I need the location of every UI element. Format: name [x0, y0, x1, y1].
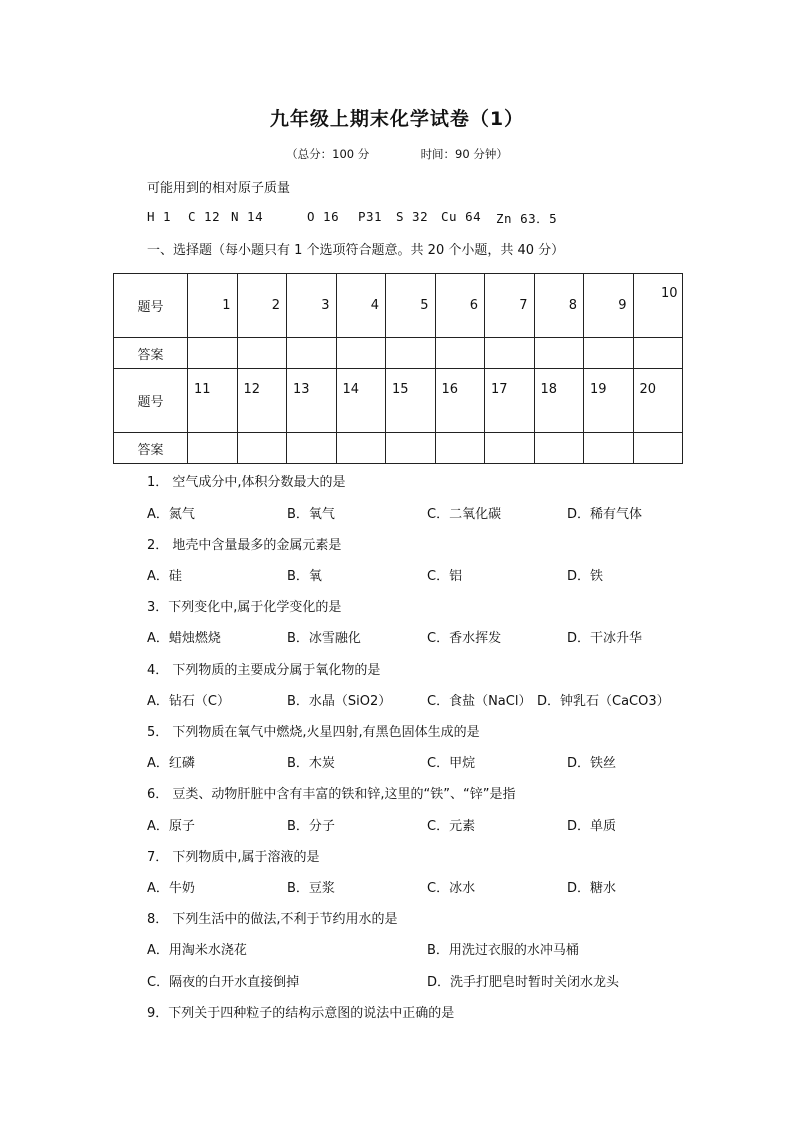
table-row — [114, 338, 683, 369]
mass-item: N 14 — [231, 209, 264, 224]
question-number-cell — [584, 274, 634, 338]
mass-item: H 1 — [147, 209, 172, 224]
option: C．食盐（NaCl） — [427, 694, 532, 709]
masses-label: 可能用到的相对原子质量 — [147, 181, 291, 196]
option: C．二氧化碳 — [427, 507, 502, 522]
option: C．铝 — [427, 569, 463, 584]
option: B．豆浆 — [287, 881, 335, 896]
question-number-cell — [287, 274, 337, 338]
answer-cell[interactable] — [386, 338, 436, 369]
mass-item: O 16 — [307, 209, 340, 224]
row-header: 答案 — [114, 433, 188, 464]
total-score: （总分：100 分 — [286, 147, 370, 161]
option: B．用洗过衣服的水冲马桶 — [427, 943, 579, 958]
question-number: 5 — [420, 298, 429, 313]
question-number: 11 — [194, 382, 211, 397]
table-row — [114, 274, 683, 338]
question-number: 14 — [342, 382, 360, 397]
question-stem: 3．下列变化中,属于化学变化的是 — [147, 600, 342, 615]
answer-cell[interactable] — [485, 338, 535, 369]
answer-cell[interactable] — [584, 433, 634, 464]
question-number-cell — [237, 369, 287, 433]
question-number-cell — [485, 369, 535, 433]
question-number-cell — [336, 369, 386, 433]
section-heading: 一、选择题（每小题只有 1 个选项符合题意。共 20 个小题，共 40 分） — [147, 243, 565, 258]
table-row — [114, 433, 683, 464]
page-title: 九年级上期末化学试卷（1） — [269, 108, 525, 130]
table-row — [114, 369, 683, 433]
answer-cell[interactable] — [287, 433, 337, 464]
time-limit: 时间：90 分钟） — [420, 147, 508, 161]
row-header: 题号 — [114, 369, 188, 433]
answer-cell[interactable] — [534, 433, 584, 464]
option: D．铁 — [567, 569, 604, 584]
question-number-cell — [188, 369, 238, 433]
question-number: 20 — [639, 382, 657, 397]
option: B．分子 — [287, 819, 335, 834]
option: A．原子 — [147, 819, 195, 834]
answer-sheet-table — [113, 273, 683, 464]
answer-cell[interactable] — [633, 433, 683, 464]
option: D．铁丝 — [567, 756, 617, 771]
answer-cell[interactable] — [584, 338, 634, 369]
question-number-cell — [435, 369, 485, 433]
mass-item: C 12 — [188, 209, 221, 224]
question-number-cell — [633, 369, 683, 433]
question-number: 8 — [568, 298, 577, 313]
question-number: 2 — [271, 298, 280, 313]
question-number-cell — [584, 369, 634, 433]
answer-cell[interactable] — [287, 338, 337, 369]
question-number-cell — [633, 274, 683, 338]
question-number: 15 — [392, 382, 409, 397]
option: D．洗手打肥皂时暂时关闭水龙头 — [427, 975, 620, 990]
option: D．钟乳石（CaCO3） — [537, 694, 670, 709]
question-stem: 2． 地壳中含量最多的金属元素是 — [147, 538, 342, 553]
answer-cell[interactable] — [188, 338, 238, 369]
question-number: 1 — [222, 298, 231, 313]
answer-cell[interactable] — [633, 338, 683, 369]
option: C．甲烷 — [427, 756, 476, 771]
row-header: 答案 — [114, 338, 188, 369]
question-number-cell — [534, 369, 584, 433]
option: D．干冰升华 — [567, 631, 643, 646]
answer-cell[interactable] — [336, 338, 386, 369]
question-number-cell — [485, 274, 535, 338]
question-number: 3 — [321, 298, 330, 313]
question-stem: 6． 豆类、动物肝脏中含有丰富的铁和锌,这里的“铁”、“锌”是指 — [147, 787, 516, 802]
question-number: 4 — [370, 298, 379, 313]
mass-item: P31 — [358, 209, 383, 224]
option: A．钻石（C） — [147, 694, 230, 709]
mass-item: S 32 — [396, 209, 429, 224]
option: B．氧气 — [287, 507, 335, 522]
question-number: 7 — [519, 298, 528, 313]
option: A．氮气 — [147, 507, 195, 522]
answer-cell[interactable] — [336, 433, 386, 464]
answer-cell[interactable] — [237, 338, 287, 369]
question-number-cell — [534, 274, 584, 338]
question-number-cell — [386, 369, 436, 433]
question-stem: 1． 空气成分中,体积分数最大的是 — [147, 475, 346, 490]
question-number-cell — [386, 274, 436, 338]
answer-cell[interactable] — [485, 433, 535, 464]
question-number-cell — [336, 274, 386, 338]
question-number: 6 — [469, 298, 478, 313]
question-number-cell — [435, 274, 485, 338]
option: C．隔夜的白开水直接倒掉 — [147, 975, 300, 990]
option: B．水晶（SiO2） — [287, 694, 392, 709]
question-number: 19 — [590, 382, 607, 397]
option: A．硅 — [147, 569, 182, 584]
option: D．稀有气体 — [567, 507, 643, 522]
question-stem: 9．下列关于四种粒子的结构示意图的说法中正确的是 — [147, 1006, 455, 1021]
option: A．用淘米水浇花 — [147, 943, 247, 958]
option: C．元素 — [427, 819, 476, 834]
option: B．氧 — [287, 569, 322, 584]
question-number: 17 — [491, 382, 508, 397]
mass-item: Cu 64 — [441, 209, 482, 224]
mass-item: Zn 63．5 — [496, 211, 558, 226]
answer-cell[interactable] — [435, 433, 485, 464]
answer-cell[interactable] — [435, 338, 485, 369]
option: C．冰水 — [427, 881, 476, 896]
question-number-cell — [188, 274, 238, 338]
answer-cell[interactable] — [188, 433, 238, 464]
option: D．单质 — [567, 819, 617, 834]
option: B．冰雪融化 — [287, 631, 361, 646]
option: A．红磷 — [147, 756, 195, 771]
question-number-cell — [287, 369, 337, 433]
question-stem: 5． 下列物质在氧气中燃烧,火星四射,有黑色固体生成的是 — [147, 725, 480, 740]
option: A．牛奶 — [147, 881, 195, 896]
option: A．蜡烛燃烧 — [147, 631, 221, 646]
question-stem: 8． 下列生活中的做法,不利于节约用水的是 — [147, 912, 398, 927]
question-number: 12 — [243, 382, 261, 397]
question-stem: 4． 下列物质的主要成分属于氧化物的是 — [147, 663, 381, 678]
question-number: 10 — [660, 286, 678, 301]
exam-meta — [0, 146, 794, 162]
option: C．香水挥发 — [427, 631, 502, 646]
option: B．木炭 — [287, 756, 335, 771]
question-stem: 7． 下列物质中,属于溶液的是 — [147, 850, 320, 865]
question-number: 18 — [540, 382, 558, 397]
question-number: 16 — [441, 382, 459, 397]
question-number: 9 — [618, 298, 627, 313]
question-number: 13 — [293, 382, 310, 397]
row-header: 题号 — [114, 274, 188, 338]
question-number-cell — [237, 274, 287, 338]
answer-cell[interactable] — [386, 433, 436, 464]
answer-cell[interactable] — [237, 433, 287, 464]
option: D．糖水 — [567, 881, 617, 896]
answer-cell[interactable] — [534, 338, 584, 369]
